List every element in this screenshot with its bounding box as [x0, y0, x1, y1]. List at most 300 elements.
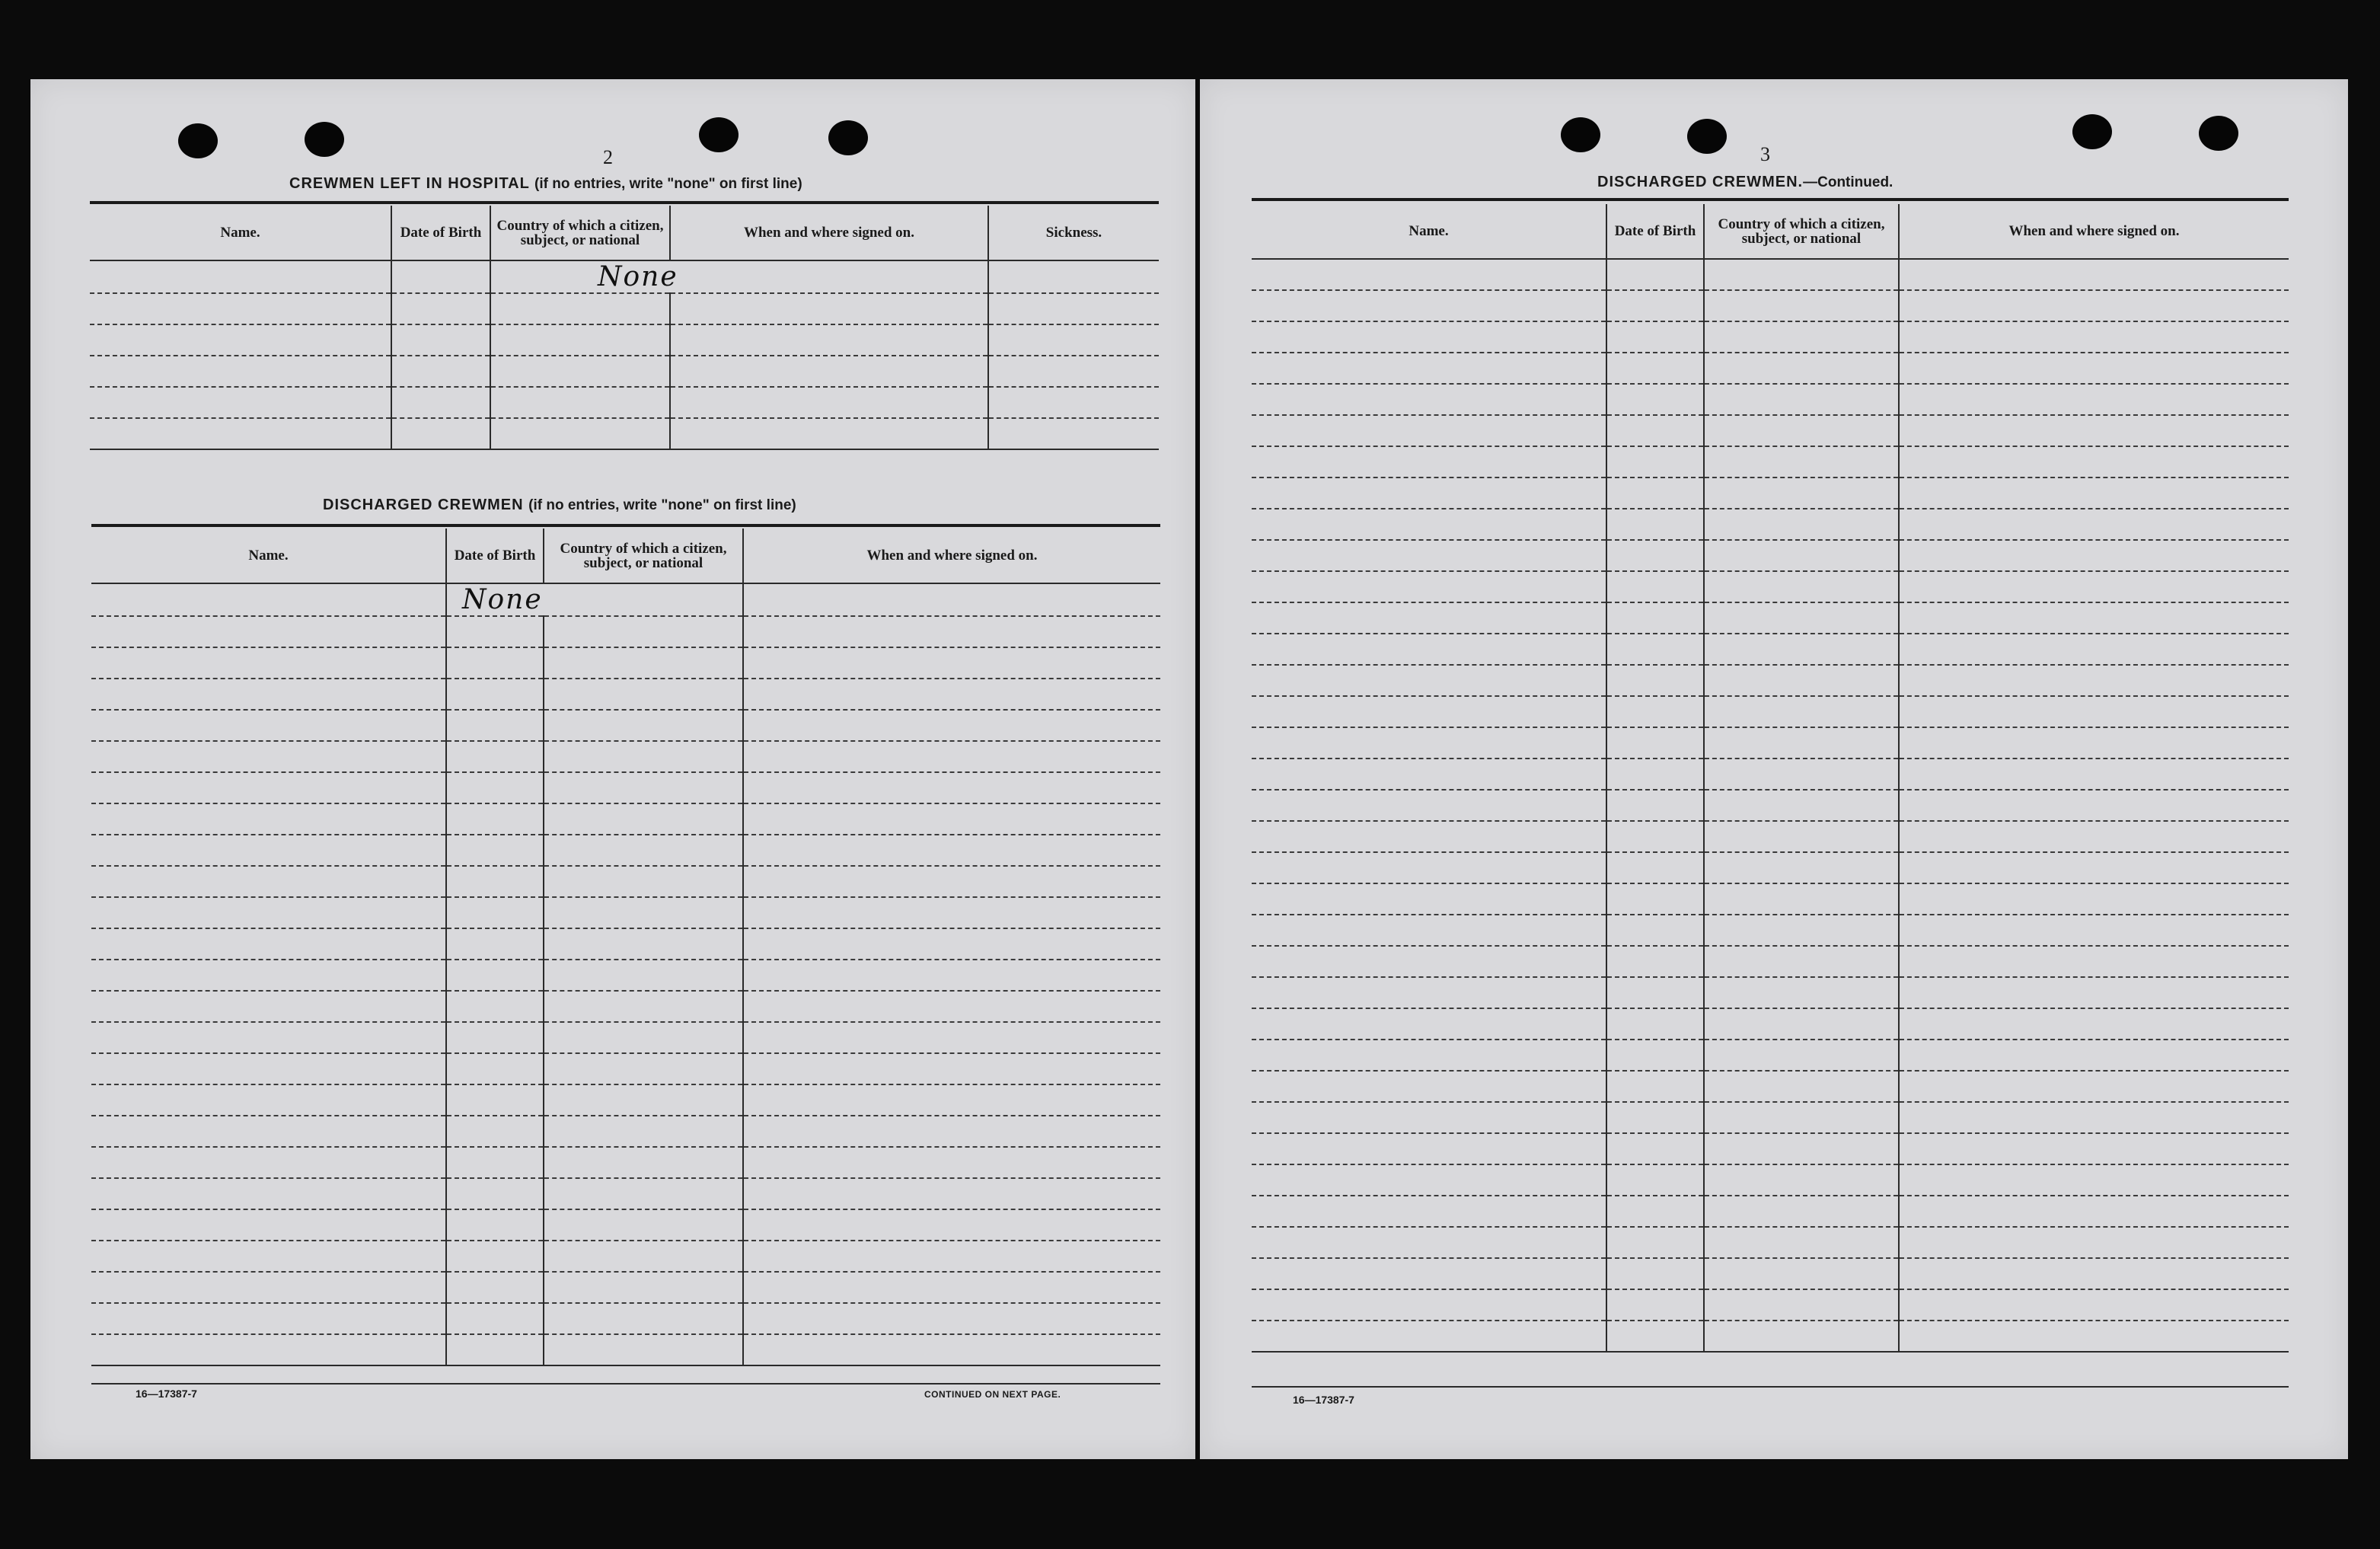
- table-cell: [1899, 321, 2289, 353]
- col-country: Country of which a citizen, subject, or national: [490, 206, 670, 260]
- table-cell: [1704, 259, 1899, 290]
- table-cell: [1252, 946, 1606, 977]
- table-cell: [446, 928, 544, 960]
- table-row: [1252, 415, 2289, 446]
- table-cell: [1704, 602, 1899, 634]
- table-cell: [544, 1209, 743, 1241]
- table-row: [1252, 321, 2289, 353]
- discharged-title-text: DISCHARGED CREWMEN: [323, 497, 524, 513]
- punch-hole-icon: [2072, 114, 2112, 149]
- hospital-section-title: [289, 175, 802, 193]
- table-row: [91, 1178, 1160, 1209]
- table-row: [1252, 852, 2289, 883]
- table-cell: [1606, 1196, 1704, 1227]
- table-cell: [743, 1209, 1160, 1241]
- table-cell: [544, 991, 743, 1022]
- table-cell: [1899, 883, 2289, 915]
- table-cell: [1606, 602, 1704, 634]
- table-row: [1252, 665, 2289, 696]
- col-dob: Date of Birth: [1606, 204, 1704, 259]
- table-cell: [91, 835, 446, 866]
- table-cell: [1252, 634, 1606, 665]
- table-cell: [91, 616, 446, 647]
- table-cell: [743, 803, 1160, 835]
- table-row: [1252, 1040, 2289, 1071]
- table-cell: [1899, 259, 2289, 290]
- table-cell: [1899, 540, 2289, 571]
- table-row: [1252, 1196, 2289, 1227]
- table-cell: [1606, 852, 1704, 883]
- table-row: [91, 647, 1160, 679]
- table-cell: [1606, 946, 1704, 977]
- hospital-table: [90, 206, 1159, 450]
- table-row: [1252, 509, 2289, 540]
- table-cell: [743, 616, 1160, 647]
- table-row: [91, 1053, 1160, 1084]
- table-cell: [743, 741, 1160, 772]
- table-cell: [1606, 977, 1704, 1008]
- table-cell: [1252, 821, 1606, 852]
- table-cell: [1899, 977, 2289, 1008]
- table-cell: [1899, 602, 2289, 634]
- table-cell: [1252, 1289, 1606, 1321]
- table-cell: [446, 866, 544, 897]
- table-row: [1252, 1321, 2289, 1352]
- table-cell: [446, 741, 544, 772]
- table-cell: [544, 866, 743, 897]
- table-row: [91, 1022, 1160, 1053]
- table-cell: [91, 991, 446, 1022]
- table-cell: [446, 960, 544, 991]
- table-cell: [1252, 1071, 1606, 1102]
- table-cell: [446, 1334, 544, 1365]
- col-country: Country of which a citizen, subject, or national: [544, 529, 743, 583]
- table-cell: [1252, 790, 1606, 821]
- table-cell: [1606, 915, 1704, 946]
- table-cell: [1606, 1227, 1704, 1258]
- continued-note: CONTINUED ON NEXT PAGE.: [924, 1389, 1061, 1400]
- table-cell: [1606, 1321, 1704, 1352]
- discharged-rows: [91, 583, 1160, 1365]
- table-cell: [446, 1241, 544, 1272]
- table-cell: [1252, 571, 1606, 602]
- table-cell: [1252, 883, 1606, 915]
- table-cell: [1704, 1102, 1899, 1133]
- table-cell: [743, 679, 1160, 710]
- table-row: [1252, 446, 2289, 477]
- table-cell: [1704, 759, 1899, 790]
- table-cell: [1899, 852, 2289, 883]
- table-cell: [1899, 446, 2289, 477]
- table-cell: [1704, 1008, 1899, 1040]
- table-cell: [544, 1272, 743, 1303]
- punch-hole-icon: [699, 117, 739, 152]
- table-cell: [1704, 1071, 1899, 1102]
- table-row: [1252, 540, 2289, 571]
- table-cell: [446, 647, 544, 679]
- table-cell: [1252, 477, 1606, 509]
- table-cell: [1899, 727, 2289, 759]
- table-cell: [544, 835, 743, 866]
- table-row: [1252, 946, 2289, 977]
- table-row: [1252, 571, 2289, 602]
- right-top-rule: [1252, 198, 2289, 201]
- table-cell: [1704, 1040, 1899, 1071]
- table-cell: [1252, 1196, 1606, 1227]
- table-cell: [91, 1022, 446, 1053]
- table-cell: [743, 710, 1160, 741]
- table-cell: [1899, 790, 2289, 821]
- handwritten-none: None: [598, 261, 678, 292]
- table-row: [91, 991, 1160, 1022]
- table-cell: [1899, 821, 2289, 852]
- table-cell: [1606, 821, 1704, 852]
- table-cell: [1899, 665, 2289, 696]
- col-name: Name.: [91, 529, 446, 583]
- table-cell: [1899, 1196, 2289, 1227]
- table-cell: [1704, 821, 1899, 852]
- table-cell: [1606, 1102, 1704, 1133]
- table-cell: [1606, 509, 1704, 540]
- table-row: [1252, 353, 2289, 384]
- table-cell: [1704, 946, 1899, 977]
- table-cell: [91, 928, 446, 960]
- table-cell: [743, 897, 1160, 928]
- table-cell: [1704, 977, 1899, 1008]
- table-cell: [446, 616, 544, 647]
- table-cell: [1252, 1133, 1606, 1164]
- table-row: [91, 1241, 1160, 1272]
- table-cell: [1252, 1321, 1606, 1352]
- left-page: [30, 79, 1195, 1459]
- table-cell: [544, 772, 743, 803]
- punch-hole-icon: [178, 123, 218, 158]
- punch-hole-icon: [305, 122, 344, 157]
- table-cell: [446, 772, 544, 803]
- table-cell: [1899, 290, 2289, 321]
- table-row: [1252, 883, 2289, 915]
- table-cell: [544, 897, 743, 928]
- table-row: [1252, 1258, 2289, 1289]
- table-cell: [1606, 415, 1704, 446]
- table-cell: [446, 1209, 544, 1241]
- table-row: [1252, 790, 2289, 821]
- table-cell: [1252, 1008, 1606, 1040]
- table-cell: [1704, 883, 1899, 915]
- table-cell: [446, 897, 544, 928]
- discharged-top-rule: [91, 524, 1160, 527]
- table-cell: [1899, 1258, 2289, 1289]
- page-number: 2: [603, 146, 613, 168]
- table-cell: [91, 803, 446, 835]
- handwritten-none: None: [462, 584, 543, 615]
- col-dob: Date of Birth: [446, 529, 544, 583]
- hospital-title-text: CREWMEN LEFT IN HOSPITAL: [289, 175, 530, 192]
- table-cell: [1704, 1321, 1899, 1352]
- table-cell: [1252, 321, 1606, 353]
- table-cell: [743, 1053, 1160, 1084]
- form-number: 16—17387-7: [1293, 1394, 1354, 1406]
- table-cell: [1606, 571, 1704, 602]
- table-row: [91, 616, 1160, 647]
- table-cell: [743, 1272, 1160, 1303]
- table-cell: [1899, 634, 2289, 665]
- table-cell: [446, 1084, 544, 1116]
- table-cell: [91, 1053, 446, 1084]
- table-row: [1252, 259, 2289, 290]
- table-cell: [743, 991, 1160, 1022]
- table-cell: [1606, 477, 1704, 509]
- table-row: [1252, 1102, 2289, 1133]
- table-cell: [743, 1116, 1160, 1147]
- table-cell: [743, 772, 1160, 803]
- table-cell: [544, 647, 743, 679]
- col-name: Name.: [90, 206, 391, 260]
- table-cell: [1252, 509, 1606, 540]
- table-cell: [446, 1303, 544, 1334]
- table-cell: [1606, 665, 1704, 696]
- table-cell: [743, 960, 1160, 991]
- table-row: [1252, 1071, 2289, 1102]
- table-cell: [1606, 883, 1704, 915]
- table-cell: [1606, 353, 1704, 384]
- table-cell: [1252, 696, 1606, 727]
- table-row: [91, 679, 1160, 710]
- table-cell: [743, 866, 1160, 897]
- col-dob: Date of Birth: [391, 206, 490, 260]
- table-cell: [1252, 290, 1606, 321]
- table-cell: [1704, 446, 1899, 477]
- table-cell: [91, 647, 446, 679]
- table-cell: [446, 1147, 544, 1178]
- table-cell: [1252, 727, 1606, 759]
- table-row: [1252, 1008, 2289, 1040]
- table-row: [91, 772, 1160, 803]
- table-row: [91, 1272, 1160, 1303]
- table-row: [91, 960, 1160, 991]
- table-row: [91, 1209, 1160, 1241]
- table-cell: [1899, 1071, 2289, 1102]
- table-cell: [544, 1084, 743, 1116]
- table-row: [1252, 915, 2289, 946]
- table-cell: [1704, 1258, 1899, 1289]
- table-cell: [1252, 977, 1606, 1008]
- table-cell: [544, 616, 743, 647]
- continued-label: —Continued.: [1803, 174, 1893, 190]
- table-cell: [1252, 665, 1606, 696]
- table-row: [91, 583, 1160, 616]
- table-cell: [544, 1022, 743, 1053]
- table-row: [1252, 290, 2289, 321]
- table-cell: [1899, 1040, 2289, 1071]
- punch-hole-icon: [1561, 117, 1600, 152]
- table-row: [91, 1084, 1160, 1116]
- table-cell: [743, 835, 1160, 866]
- table-cell: [446, 1116, 544, 1147]
- table-cell: [544, 1241, 743, 1272]
- table-cell: [1252, 353, 1606, 384]
- table-cell: [1606, 634, 1704, 665]
- table-row: [91, 897, 1160, 928]
- table-row: [1252, 727, 2289, 759]
- table-cell: [1704, 696, 1899, 727]
- table-cell: [91, 772, 446, 803]
- bottom-rule: [91, 1383, 1160, 1385]
- table-cell: [1606, 790, 1704, 821]
- table-cell: [446, 710, 544, 741]
- table-row: [90, 387, 1159, 418]
- table-cell: [1704, 1289, 1899, 1321]
- table-cell: [1704, 384, 1899, 415]
- table-cell: [1252, 1102, 1606, 1133]
- hospital-top-rule: [90, 201, 1159, 204]
- table-row: [1252, 602, 2289, 634]
- table-cell: [91, 710, 446, 741]
- col-name: Name.: [1252, 204, 1606, 259]
- table-cell: [1252, 415, 1606, 446]
- table-cell: [1252, 759, 1606, 790]
- table-cell: [446, 991, 544, 1022]
- table-cell: [1704, 290, 1899, 321]
- table-cell: [1899, 1289, 2289, 1321]
- table-cell: [1704, 915, 1899, 946]
- table-row: [90, 356, 1159, 387]
- table-row: [91, 1116, 1160, 1147]
- table-row: [1252, 634, 2289, 665]
- table-cell: [1606, 759, 1704, 790]
- table-cell: [1899, 384, 2289, 415]
- table-cell: [91, 1178, 446, 1209]
- table-cell: [91, 1334, 446, 1365]
- table-cell: [1704, 509, 1899, 540]
- table-row: [1252, 977, 2289, 1008]
- table-cell: [1606, 1008, 1704, 1040]
- table-cell: [1606, 446, 1704, 477]
- table-row: [90, 324, 1159, 356]
- table-row: [91, 741, 1160, 772]
- hospital-rows: [90, 260, 1159, 449]
- table-cell: [544, 710, 743, 741]
- table-cell: [446, 803, 544, 835]
- table-cell: [1704, 852, 1899, 883]
- discharged-continued-rows: [1252, 259, 2289, 1352]
- table-cell: [1252, 1040, 1606, 1071]
- table-cell: [1899, 353, 2289, 384]
- table-cell: [544, 960, 743, 991]
- table-cell: [446, 1053, 544, 1084]
- table-cell: [1704, 1164, 1899, 1196]
- table-cell: [743, 1334, 1160, 1365]
- table-cell: [743, 647, 1160, 679]
- table-cell: [1252, 852, 1606, 883]
- table-cell: [446, 1178, 544, 1209]
- table-cell: [1252, 1258, 1606, 1289]
- table-cell: [446, 1022, 544, 1053]
- table-cell: [1704, 540, 1899, 571]
- table-cell: [1252, 602, 1606, 634]
- table-cell: [91, 1209, 446, 1241]
- table-cell: [743, 928, 1160, 960]
- table-cell: [91, 866, 446, 897]
- table-cell: [544, 1053, 743, 1084]
- table-cell: [1704, 665, 1899, 696]
- table-cell: [1606, 1164, 1704, 1196]
- table-row: [1252, 1289, 2289, 1321]
- table-cell: [1606, 259, 1704, 290]
- table-cell: [1704, 415, 1899, 446]
- table-cell: [544, 1303, 743, 1334]
- discharged-continued-title: [1597, 174, 1893, 191]
- table-cell: [544, 803, 743, 835]
- table-row: [1252, 759, 2289, 790]
- table-cell: [91, 960, 446, 991]
- table-cell: [544, 1334, 743, 1365]
- table-cell: [1899, 915, 2289, 946]
- table-cell: [1252, 259, 1606, 290]
- table-row: [1252, 1133, 2289, 1164]
- col-sickness: Sickness.: [988, 206, 1159, 260]
- table-row: [91, 1334, 1160, 1365]
- punch-hole-icon: [1687, 119, 1727, 154]
- table-cell: [1899, 1102, 2289, 1133]
- table-cell: [1899, 946, 2289, 977]
- table-cell: [1899, 1321, 2289, 1352]
- discharged-section-title: [323, 497, 796, 514]
- form-number: 16—17387-7: [136, 1388, 197, 1400]
- table-row: [1252, 821, 2289, 852]
- table-cell: [1606, 1258, 1704, 1289]
- table-cell: [1899, 1008, 2289, 1040]
- table-cell: [1606, 696, 1704, 727]
- table-row: [91, 866, 1160, 897]
- table-cell: [1899, 696, 2289, 727]
- punch-hole-icon: [828, 120, 868, 155]
- table-cell: [1252, 540, 1606, 571]
- table-cell: [1606, 1040, 1704, 1071]
- table-cell: [1704, 321, 1899, 353]
- table-row: [91, 710, 1160, 741]
- table-cell: [91, 1147, 446, 1178]
- table-cell: [91, 741, 446, 772]
- table-cell: [544, 1116, 743, 1147]
- table-cell: [91, 1116, 446, 1147]
- table-row: [91, 1303, 1160, 1334]
- table-cell: [544, 1178, 743, 1209]
- table-row: [1252, 477, 2289, 509]
- discharged-continued-table: [1252, 204, 2289, 1353]
- table-cell: [1704, 477, 1899, 509]
- table-cell: [743, 1303, 1160, 1334]
- table-cell: [1899, 759, 2289, 790]
- discharged-table: [91, 529, 1160, 1366]
- table-cell: [91, 1084, 446, 1116]
- table-cell: [743, 1084, 1160, 1116]
- table-cell: [1704, 790, 1899, 821]
- table-cell: [1899, 415, 2289, 446]
- table-cell: [544, 1147, 743, 1178]
- table-cell: [91, 679, 446, 710]
- table-cell: [1704, 634, 1899, 665]
- table-cell: [91, 1241, 446, 1272]
- table-cell: [544, 741, 743, 772]
- table-cell: [1899, 477, 2289, 509]
- table-cell: [1704, 1227, 1899, 1258]
- table-cell: [446, 679, 544, 710]
- table-row: [1252, 1227, 2289, 1258]
- table-cell: [1606, 384, 1704, 415]
- table-cell: [1704, 571, 1899, 602]
- table-cell: [91, 1272, 446, 1303]
